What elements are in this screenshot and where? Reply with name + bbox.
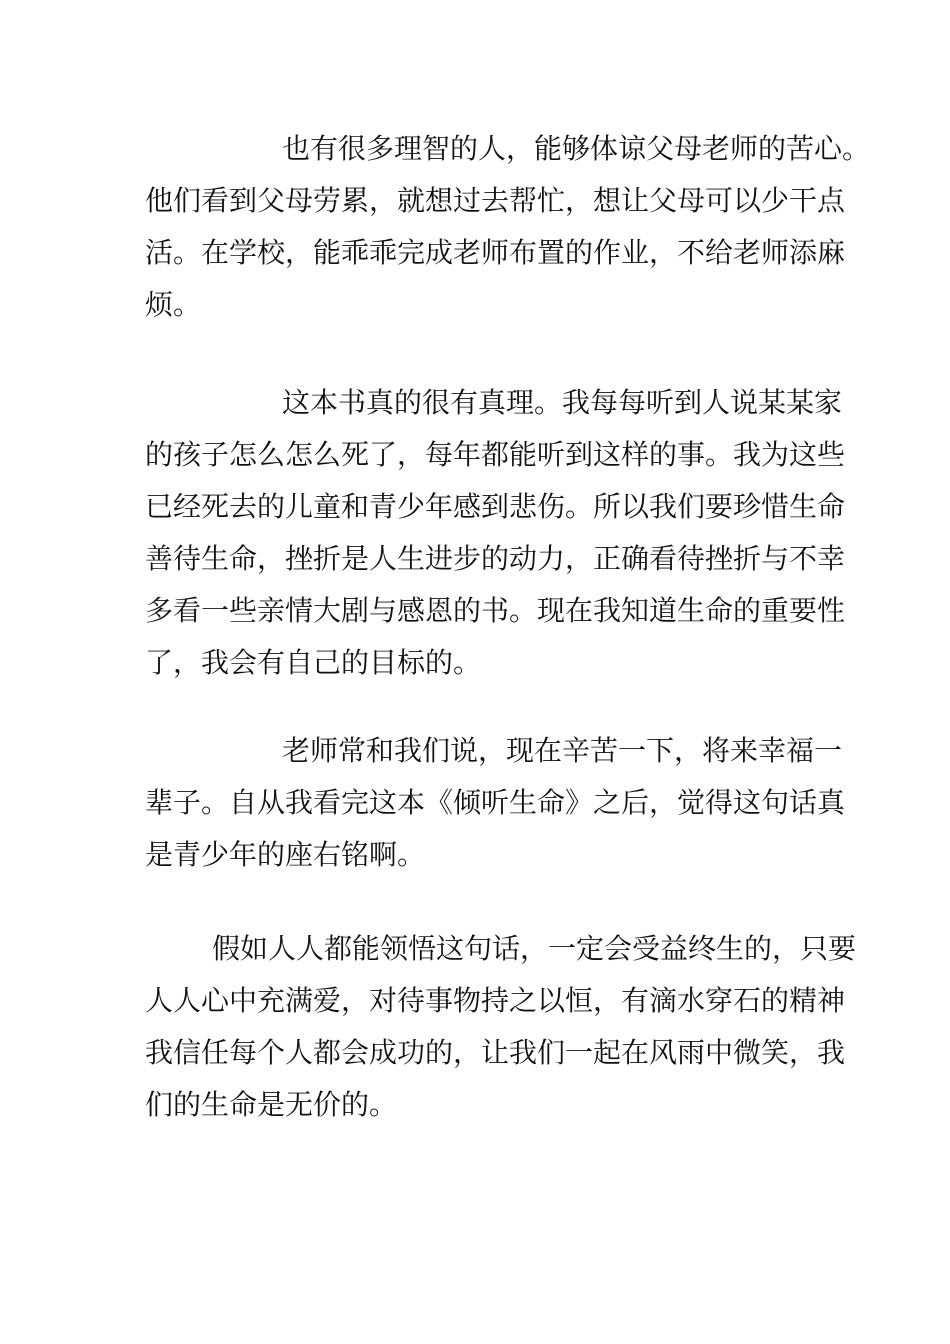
paragraph-line: 已经死去的儿童和青少年感到悲伤。所以我们要珍惜生命	[145, 490, 846, 523]
paragraph-line: 了，我会有自己的目标的。	[145, 646, 482, 679]
paragraph-line: 也有很多理智的人，能够体谅父母老师的苦心。	[282, 132, 871, 165]
paragraph-line: 老师常和我们说，现在辛苦一下，将来幸福一	[282, 734, 843, 767]
paragraph-line: 是青少年的座右铭啊。	[145, 838, 426, 871]
paragraph-line: 的孩子怎么怎么死了，每年都能听到这样的事。我为这些	[145, 438, 846, 471]
paragraph-line: 多看一些亲情大剧与感恩的书。现在我知道生命的重要性	[145, 594, 846, 627]
paragraph-line: 他们看到父母劳累，就想过去帮忙，想让父母可以少干点	[145, 184, 846, 217]
paragraph-line: 烦。	[145, 288, 202, 321]
paragraph-line: 活。在学校，能乖乖完成老师布置的作业，不给老师添麻	[145, 236, 846, 269]
paragraph-line: 们的生命是无价的。	[145, 1088, 398, 1121]
paragraph-line: 我信任每个人都会成功的，让我们一起在风雨中微笑，我	[145, 1036, 846, 1069]
paragraph-line: 辈子。自从我看完这本《倾听生命》之后，觉得这句话真	[145, 786, 846, 819]
paragraph-line: 人人心中充满爱，对待事物持之以恒，有滴水穿石的精神	[145, 984, 846, 1017]
paragraph-line: 这本书真的很有真理。我每每听到人说某某家	[282, 386, 843, 419]
paragraph-line: 善待生命，挫折是人生进步的动力，正确看待挫折与不幸	[145, 542, 846, 575]
paragraph-line: 假如人人都能领悟这句话，一定会受益终生的，只要	[212, 932, 857, 965]
